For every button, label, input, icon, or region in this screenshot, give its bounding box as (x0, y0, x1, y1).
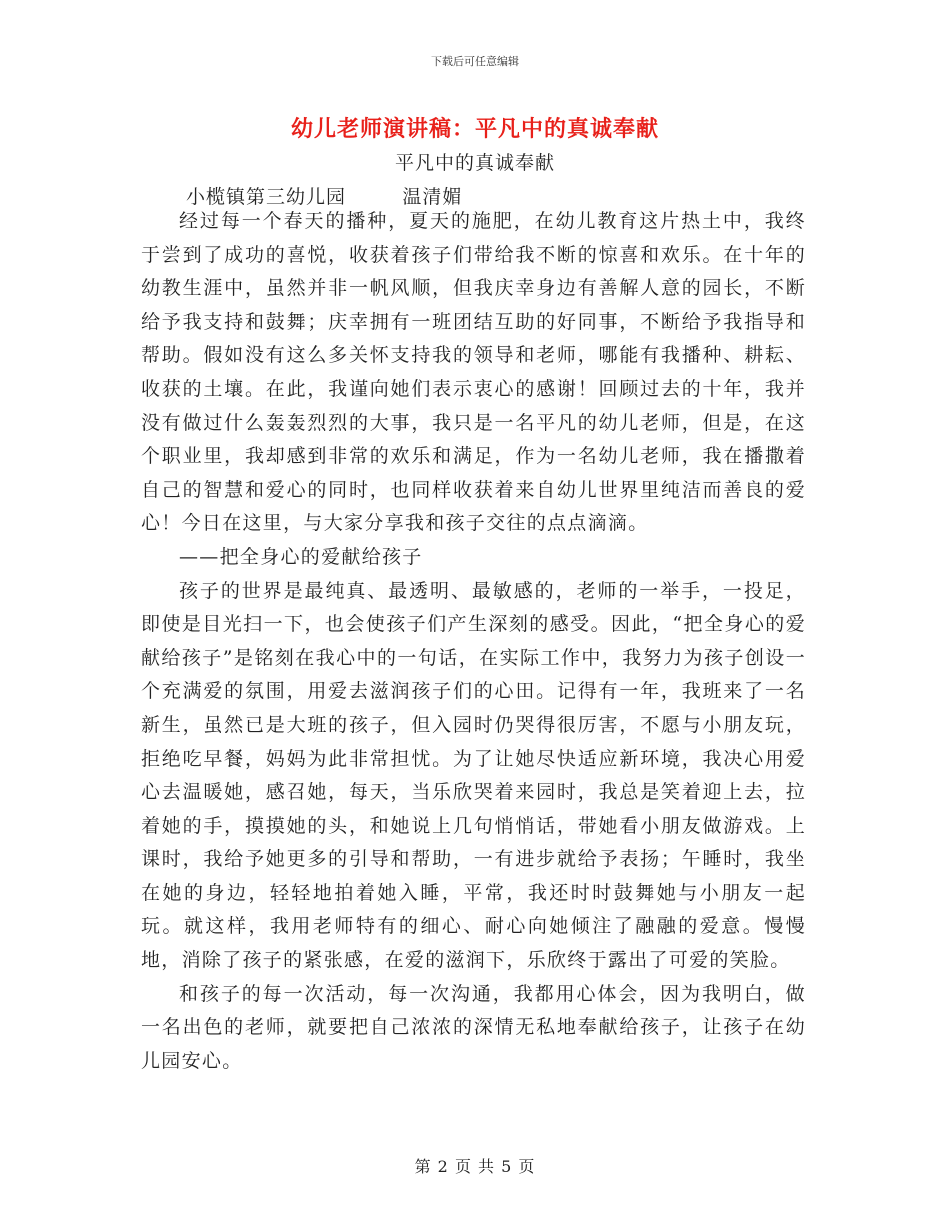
document-body (141, 205, 806, 1078)
document-title: 幼儿老师演讲稿：平凡中的真诚奉献 (290, 116, 659, 142)
paragraph-closing: 和孩子的每一次活动，每一次沟通，我都用心体会，因为我明白，做一名出色的老师，就要把自己浓浓的深情无私地奉献给孩子，让孩子在幼儿园安心。 (141, 982, 806, 1072)
author-line: 小榄镇第三幼儿园 温清媚 (186, 186, 463, 208)
header-note: 下载后可任意编辑 (431, 55, 519, 68)
paragraph-intro: 经过每一个春天的播种，夏天的施肥，在幼儿教育这片热土中，我终于尝到了成功的喜悦，收获着孩子们带给我不断的惊喜和欢乐。在十年的幼教生涯中，虽然并非一帆风顺，但我庆幸身边有善解人意的园长，不断给予我支持和鼓舞；庆幸拥有一班团结互助的好同事，不断给予我指导和帮助。假如没有这么多关怀支持我的领导和老师，哪能有我播种、耕耘、收获的土壤。在此，我谨向她们表示衷心的感谢！回顾过去的十年，我并没有做过什么轰轰烈烈的大事，我只是一名平凡的幼儿老师，但是，在这个职业里，我却感到非常的欢乐和满足，作为一名幼儿老师，我在播撒着自己的智慧和爱心的同时，也同样收获着来自幼儿世界里纯洁而善良的爱心！今日在这里，与大家分享我和孩子交往的点点滴滴。 (141, 210, 806, 535)
page-number: 第 2 页 共 5 页 (414, 1157, 536, 1176)
section-heading: ——把全身心的爱献给孩子 (179, 545, 423, 568)
document-subtitle: 平凡中的真诚奉献 (394, 152, 555, 174)
paragraph-story: 孩子的世界是最纯真、最透明、最敏感的，老师的一举手，一投足，即使是目光扫一下，也会使孩子们产生深刻的感受。因此，“把全身心的爱献给孩子”是铭刻在我心中的一句话，在实际工作中，我努力为孩子创设一个充满爱的氛围，用爱去滋润孩子们的心田。记得有一年，我班来了一名新生，虽然已是大班的孩子，但入园时仍哭得很厉害，不愿与小朋友玩，拒绝吃早餐，妈妈为此非常担忧。为了让她尽快适应新环境，我决心用爱心去温暖她，感召她，每天，当乐欣哭着来园时，我总是笑着迎上去，拉着她的手，摸摸她的头，和她说上几句悄悄话，带她看小朋友做游戏。上课时，我给予她更多的引导和帮助，一有进步就给予表扬；午睡时，我坐在她的身边，轻轻地拍着她入睡，平常，我还时时鼓舞她与小朋友一起玩。就这样，我用老师特有的细心、耐心向她倾注了融融的爱意。慢慢地，消除了孩子的紧张感，在爱的滋润下，乐欣终于露出了可爱的笑脸。 (141, 579, 806, 972)
